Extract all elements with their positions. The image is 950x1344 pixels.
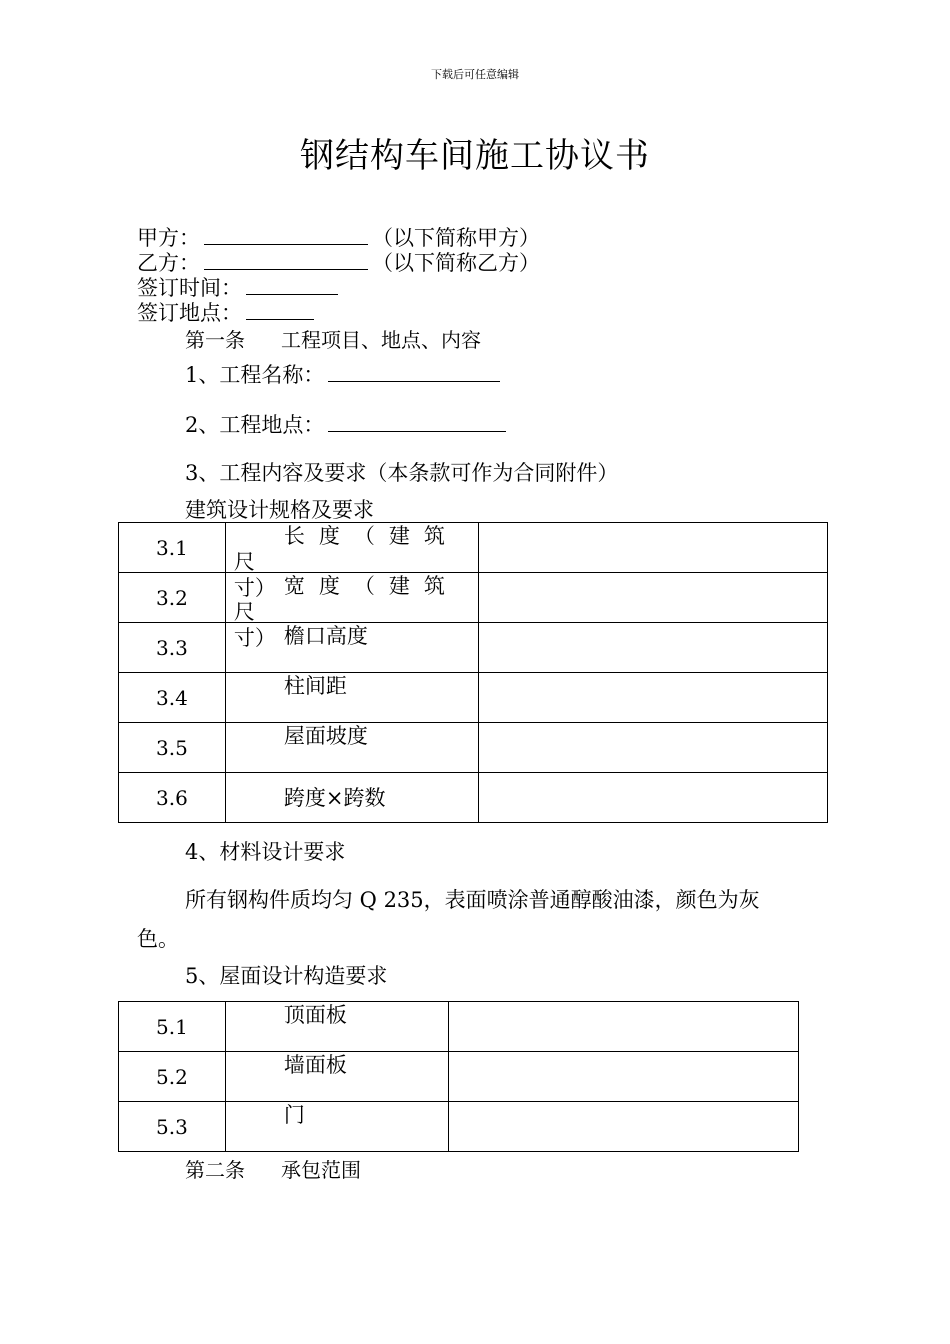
- table-row: [119, 1002, 799, 1052]
- row-number: 3.1: [119, 523, 226, 573]
- spec-item-label: 檐口高度: [283, 624, 368, 648]
- table-row: [119, 623, 828, 673]
- sign-time-line: [137, 274, 342, 301]
- table-row: [119, 723, 828, 773]
- spec-item-cell: [225, 773, 478, 823]
- spec-value-cell[interactable]: [478, 773, 828, 823]
- roof-item-label: 顶面板: [283, 1003, 347, 1027]
- table-row: [119, 1102, 799, 1152]
- article2-heading: [185, 1154, 361, 1183]
- table-row: [119, 1052, 799, 1102]
- roof-item-cell: [225, 1102, 448, 1152]
- roof-value-cell[interactable]: [448, 1102, 798, 1152]
- project-content-heading: 3、工程内容及要求（本条款可作为合同附件）: [185, 461, 619, 485]
- roof-item-label: 墙面板: [283, 1053, 347, 1077]
- article1-heading: [185, 324, 481, 353]
- roof-item-cell: [225, 1052, 448, 1102]
- spec-value-cell[interactable]: [478, 673, 828, 723]
- sign-place-label: 签订地点：: [137, 301, 242, 325]
- material-heading: 4、材料设计要求: [185, 840, 346, 864]
- spec-item-label: 宽度（建筑尺: [233, 574, 459, 624]
- roof-heading: 5、屋面设计构造要求: [185, 964, 388, 988]
- party-b-suffix: （以下简称乙方）: [372, 251, 540, 275]
- project-name-label: 1、工程名称：: [185, 363, 325, 387]
- row-number: 5.2: [119, 1052, 226, 1102]
- project-name-blank[interactable]: [328, 361, 500, 382]
- party-a-label: 甲方：: [137, 226, 200, 250]
- table-row: [119, 773, 828, 823]
- spec-item-label-cont: 寸）: [233, 576, 276, 600]
- document-title: 钢结构车间施工协议书: [300, 136, 650, 176]
- project-location-blank[interactable]: [328, 411, 506, 432]
- project-name-line: [185, 361, 504, 388]
- article1-number: 第一条: [185, 328, 245, 352]
- spec-item-cell: [225, 723, 478, 773]
- spec-item-cell: [225, 623, 478, 673]
- row-number: 5.1: [119, 1002, 226, 1052]
- row-number: 5.3: [119, 1102, 226, 1152]
- spec-item-label-cont: 寸）: [233, 626, 276, 650]
- spec-item-label: 屋面坡度: [283, 724, 368, 748]
- spec-item-label: 长度（建筑尺: [233, 524, 459, 574]
- roof-spec-table: [118, 1001, 799, 1152]
- material-text-line1: 所有钢构件质均匀 Q 235，表面喷涂普通醇酸油漆，颜色为灰: [185, 888, 760, 912]
- party-a-suffix: （以下简称甲方）: [372, 226, 540, 250]
- party-a-line: [137, 224, 540, 251]
- row-number: 3.6: [119, 773, 226, 823]
- article2-title: 承包范围: [281, 1158, 361, 1182]
- roof-value-cell[interactable]: [448, 1002, 798, 1052]
- sign-time-label: 签订时间：: [137, 276, 242, 300]
- sign-place-blank[interactable]: [246, 299, 314, 320]
- spec-value-cell[interactable]: [478, 623, 828, 673]
- party-a-blank[interactable]: [204, 224, 368, 245]
- roof-item-label: 门: [283, 1103, 305, 1127]
- spec-item-cell: [225, 673, 478, 723]
- roof-item-cell: [225, 1002, 448, 1052]
- material-text-line2: 色。: [137, 927, 179, 951]
- spec-value-cell[interactable]: [478, 723, 828, 773]
- design-specs-label: 建筑设计规格及要求: [185, 498, 374, 522]
- row-number: 3.4: [119, 673, 226, 723]
- sign-place-line: [137, 299, 318, 326]
- row-number: 3.5: [119, 723, 226, 773]
- spec-item-label: 跨度×跨数: [283, 786, 386, 810]
- article2-number: 第二条: [185, 1158, 245, 1182]
- project-location-label: 2、工程地点：: [185, 413, 325, 437]
- row-number: 3.2: [119, 573, 226, 623]
- header-note: 下载后可任意编辑: [431, 68, 519, 81]
- spec-value-cell[interactable]: [478, 573, 828, 623]
- spec-item-label: 柱间距: [283, 674, 347, 698]
- spec-value-cell[interactable]: [478, 523, 828, 573]
- table-row: [119, 573, 828, 623]
- sign-time-blank[interactable]: [246, 274, 338, 295]
- project-location-line: [185, 411, 510, 438]
- party-b-label: 乙方：: [137, 251, 200, 275]
- design-spec-table: [118, 522, 828, 823]
- roof-value-cell[interactable]: [448, 1052, 798, 1102]
- party-b-line: [137, 249, 540, 276]
- row-number: 3.3: [119, 623, 226, 673]
- party-b-blank[interactable]: [204, 249, 368, 270]
- table-row: [119, 523, 828, 573]
- table-row: [119, 673, 828, 723]
- article1-title: 工程项目、地点、内容: [281, 328, 481, 352]
